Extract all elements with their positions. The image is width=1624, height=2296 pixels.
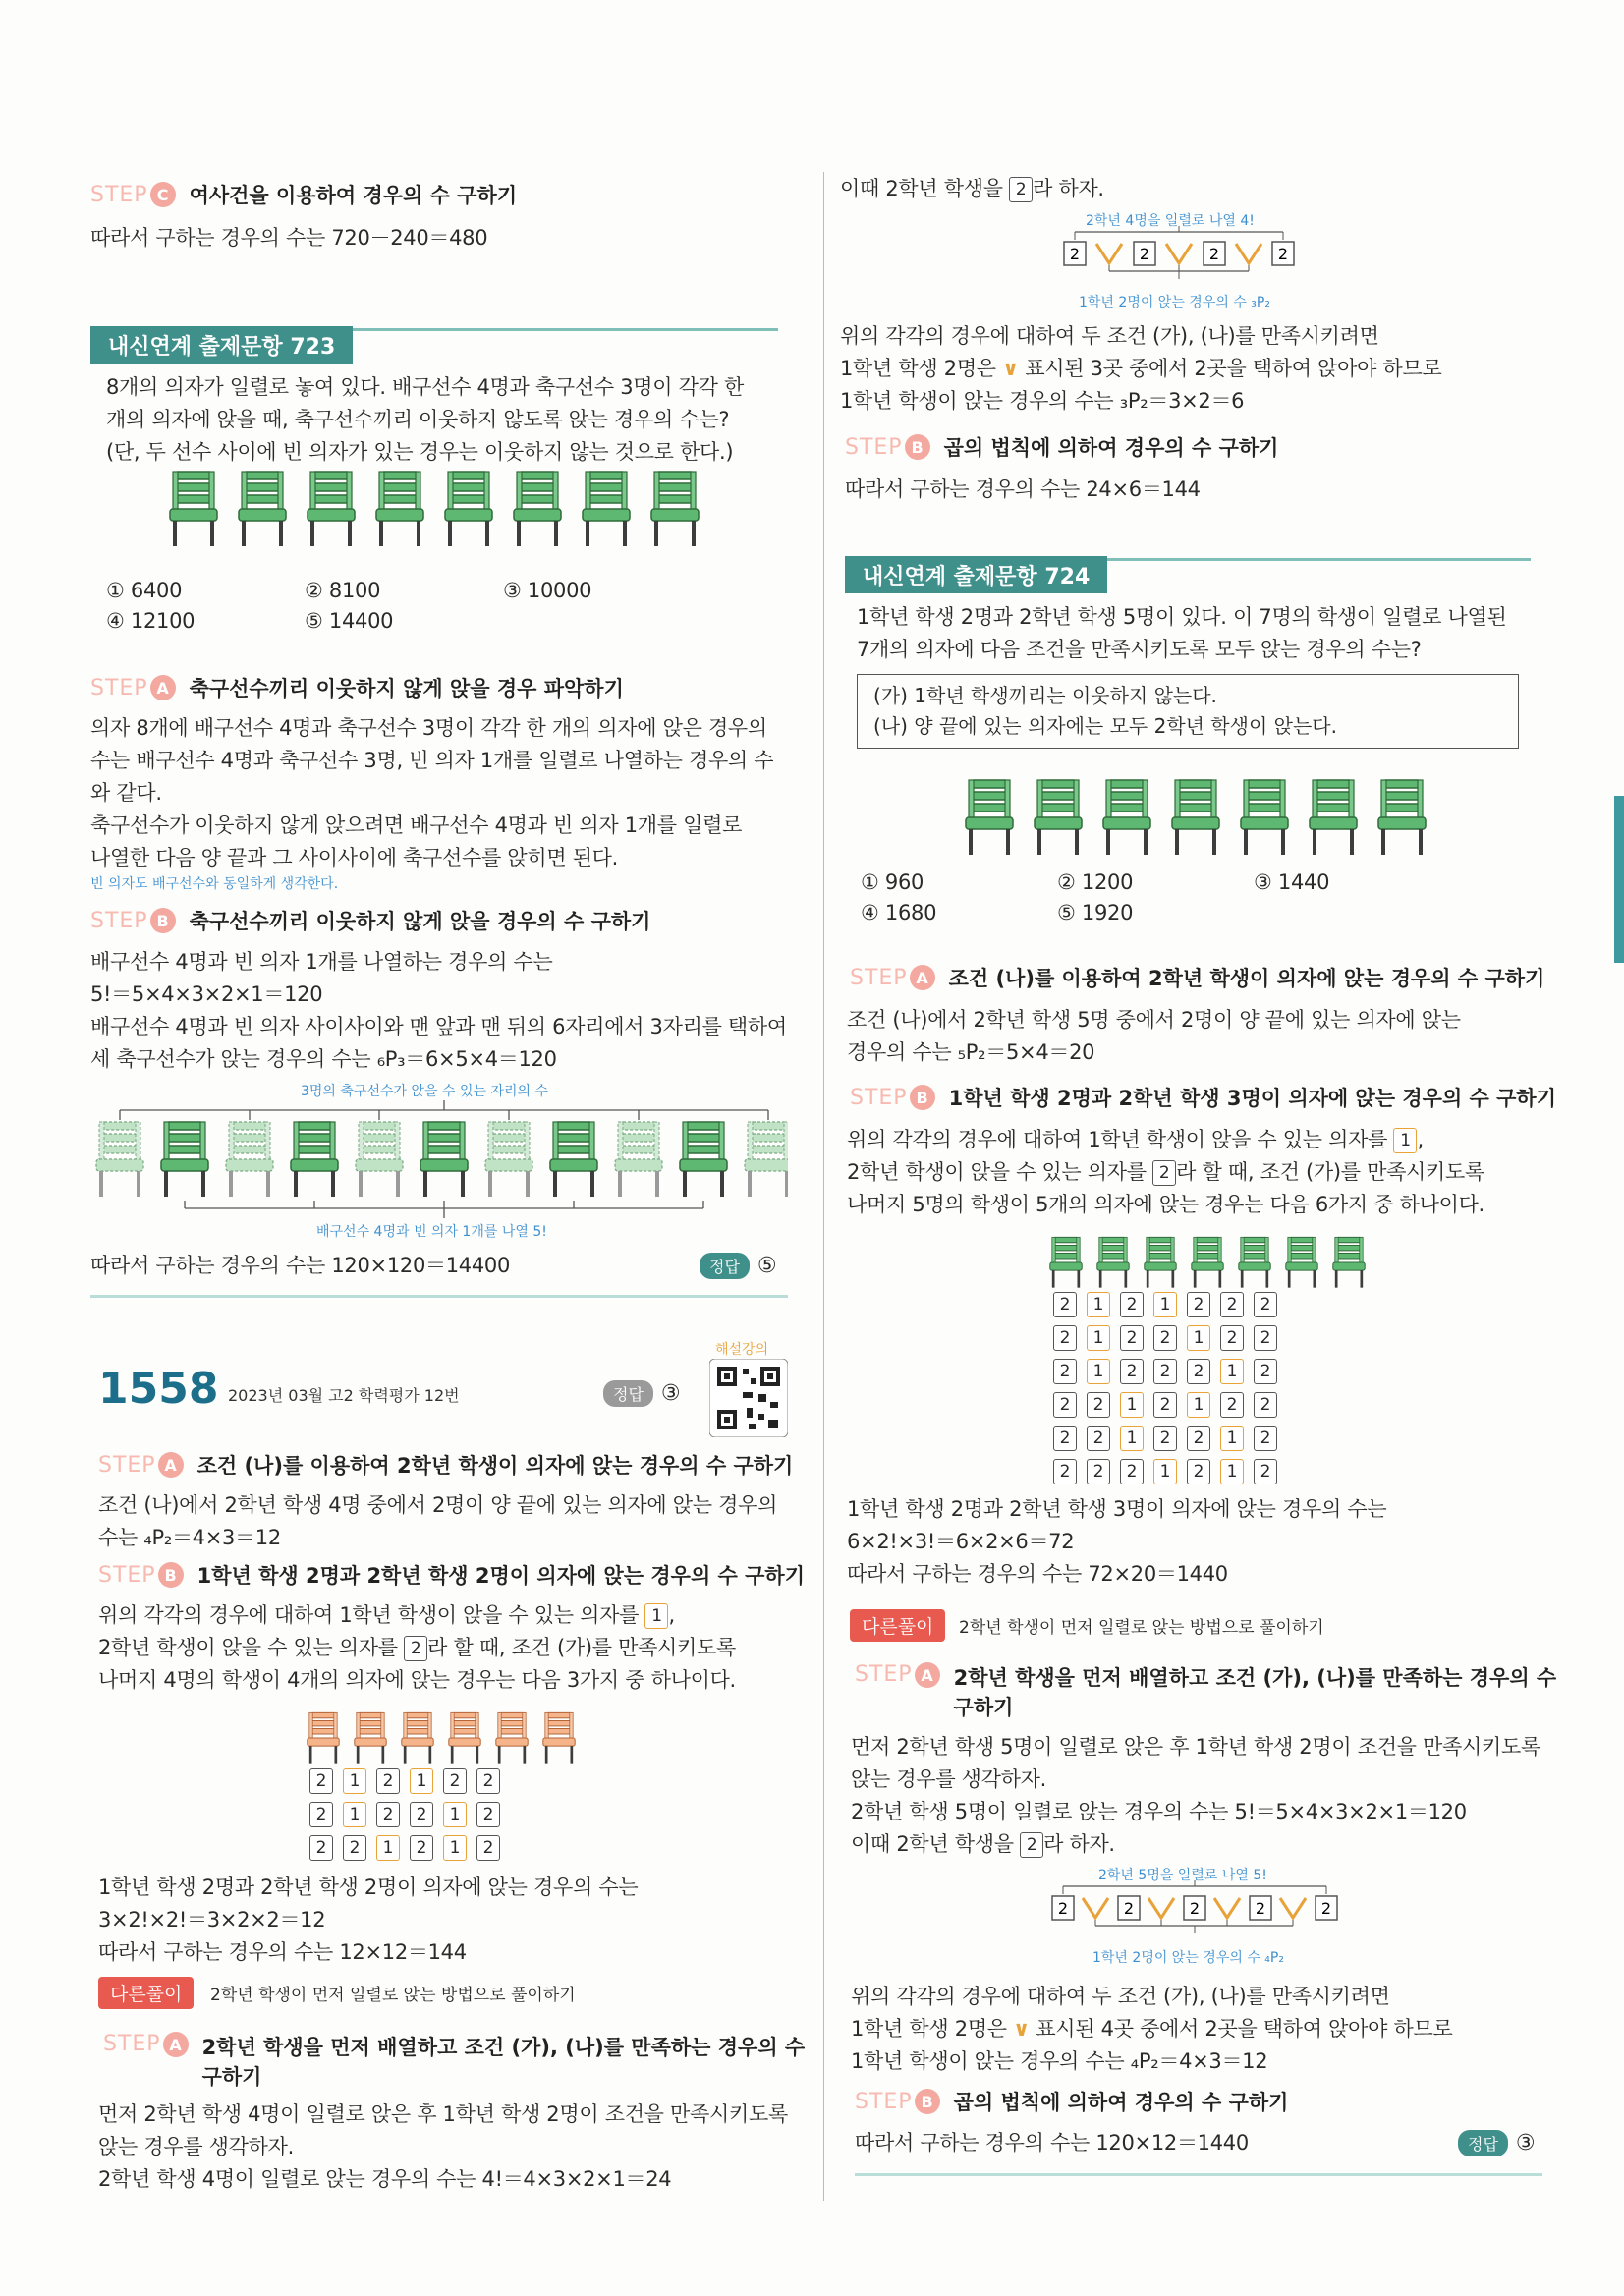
svg-text:2: 2 (1208, 245, 1220, 263)
seat-box: 1 (410, 1768, 433, 1794)
grid-row (1053, 1325, 1277, 1351)
seat-box: 1 (1087, 1292, 1110, 1317)
step-b-body: 배구선수 4명과 빈 의자 1개를 나열하는 경우의 수는 5!＝5×4×3×2×1＝120 배구선수 4명과 빈 의자 사이사이와 맨 앞과 맨 뒤의 6자리에서 3자리를 택하여 세 축구선수가 앉는 경우의 수는 ₆P₃＝6×5×4＝120 (90, 950, 787, 1071)
seat-box: 2 (343, 1835, 366, 1861)
step-a-note: 빈 의자도 배구선수와 동일하게 생각한다. (90, 876, 339, 892)
seat-box: 1 (1153, 1292, 1177, 1317)
chair-icon (582, 470, 631, 548)
chair-icon (1049, 1236, 1083, 1289)
chair-icon (1191, 1236, 1224, 1289)
chair-icon (1377, 778, 1427, 857)
choice-3: ③ 10000 (503, 579, 592, 602)
seat-box: 2 (309, 1835, 333, 1861)
seat-box: 1 (343, 1768, 366, 1794)
step-b5-text: 따라서 구하는 경우의 수는 120×12＝1440 (855, 2131, 1249, 2155)
seat-box: 2 (476, 1835, 500, 1861)
other-solution-text: 2학년 학생이 먼저 일렬로 앉는 방법으로 풀이하기 (210, 1986, 576, 2005)
seat-box: 2 (309, 1802, 333, 1827)
seat-box: 2 (1053, 1426, 1077, 1451)
step-b3-text: 따라서 구하는 경우의 수는 24×6＝144 (845, 477, 1201, 501)
choice-2: ② 1200 (1057, 870, 1134, 894)
seat-box: 1 (443, 1802, 467, 1827)
choice-4: ④ 12100 (106, 609, 196, 633)
final-answer-text: 따라서 구하는 경우의 수는 120×120＝14400 (90, 1254, 511, 1277)
step-a3-heading: STEP A 2학년 학생을 먼저 배열하고 조건 (가), (나)를 만족하는 경우의 수 구하기 (103, 2032, 806, 2089)
answer-1558: 정답 ③ (603, 1380, 681, 1407)
svg-text:2: 2 (1123, 1899, 1135, 1918)
seat-box: 2 (1087, 1392, 1110, 1418)
chair-icon (542, 1711, 576, 1764)
seat-box: 2 (376, 1768, 400, 1794)
chair-icon (1171, 778, 1220, 857)
figure-top-label: 3명의 축구선수가 앉을 수 있는 자리의 수 (301, 1084, 548, 1099)
arrangement-grid-2 (1053, 1292, 1277, 1492)
svg-text:2: 2 (1320, 1899, 1332, 1918)
seat-box: 1 (1120, 1426, 1144, 1451)
after-grid1: 1학년 학생 2명과 2학년 학생 2명이 의자에 앉는 경우의 수는 3×2!×2!＝3×2×2＝12 따라서 구하는 경우의 수는 12×12＝144 (98, 1876, 639, 1964)
right-cond-text: 위의 각각의 경우에 대하여 두 조건 (가), (나)를 만족시키려면 1학년 학생 2명은 ∨ 표시된 3곳 중에서 2곳을 택하여 앉아야 하므로 1학년 학생이 앉는 경우의 수는 ₃P₂＝3×2＝6 (840, 324, 1442, 413)
svg-text:2: 2 (1255, 1899, 1266, 1918)
seat-box: 1 (1220, 1426, 1244, 1451)
seat-box: 1 (1220, 1359, 1244, 1384)
seat-box: 2 (1053, 1392, 1077, 1418)
seat-box: 2 (1153, 1392, 1177, 1418)
chair-icon (448, 1711, 481, 1764)
seat-box: 2 (309, 1768, 333, 1794)
divider (855, 2173, 1542, 2176)
seat-box: 2 (1153, 1325, 1177, 1351)
chair-icon (650, 470, 700, 548)
grid-row (1053, 1392, 1277, 1418)
seat-box: 2 (376, 1802, 400, 1827)
seat-box: 2 (1087, 1459, 1110, 1484)
seat-box: 2 (1254, 1392, 1277, 1418)
seat-box: 1 (1087, 1325, 1110, 1351)
grid-row (309, 1768, 500, 1794)
seat-box: 2 (1220, 1325, 1244, 1351)
chair-icon (238, 470, 287, 548)
section-tag-724: 내신연계 출제문항 724 (845, 556, 1107, 593)
condition-box: (가) 1학년 학생끼리는 이웃하지 않는다. (나) 양 끝에 있는 의자에는 모두 2학년 학생이 앉는다. (857, 674, 1519, 749)
seat-box: 2 (1153, 1426, 1177, 1451)
choice-5: ⑤ 14400 (305, 609, 394, 633)
seat-box: 2 (1120, 1359, 1144, 1384)
seat-box: 2 (1053, 1359, 1077, 1384)
step-a-body: 의자 8개에 배구선수 4명과 축구선수 3명이 각각 한 개의 의자에 앉은 경우의 수는 배구선수 4명과 축구선수 3명, 빈 의자 1개를 일렬로 나열하는 경우의 수 와 같다. 축구선수가 이웃하지 않게 앉으려면 배구선수 4명과 빈 의자 1개를 일렬로 나열한 다음 양 끝과 그 사이사이에 축구선수를 앉히면 된다. (90, 716, 774, 869)
choice-5: ⑤ 1920 (1057, 901, 1134, 924)
chair-icon (375, 470, 424, 548)
v-mark-icon: ∨ (1013, 2017, 1030, 2041)
answer-724: 정답 ③ (1458, 2130, 1536, 2156)
svg-text:2: 2 (1277, 245, 1289, 263)
figure-r1-top: 2학년 4명을 일렬로 나열 4! (1086, 213, 1255, 229)
step-a2-heading: STEP A 조건 (나)를 이용하여 2학년 학생이 의자에 앉는 경우의 수 구하기 (98, 1452, 794, 1478)
seat-box: 1 (1153, 1459, 1177, 1484)
choice-3: ③ 1440 (1254, 870, 1330, 894)
step-b2-body: 위의 각각의 경우에 대하여 1학년 학생이 앉을 수 있는 의자를 1 , 2학년 학생이 앉을 수 있는 의자를 2 라 할 때, 조건 (가)를 만족시키도록 나머지 4명의 학생이 4개의 의자에 앉는 경우는 다음 3가지 중 하나이다. (98, 1603, 736, 1692)
figure-r2-top: 2학년 5명을 일렬로 나열 5! (1098, 1868, 1267, 1883)
chairs-7-row (965, 778, 1427, 857)
chair-icon (169, 470, 218, 548)
seat-box: 2 (1053, 1325, 1077, 1351)
grid-row (309, 1835, 500, 1861)
chairs-8-row (169, 470, 700, 548)
section-tag-723: 내신연계 출제문항 723 (90, 326, 353, 364)
v-mark-icon: ∨ (1002, 357, 1019, 380)
chair-arrangement-figure (90, 1098, 788, 1236)
seat-box: 2 (1254, 1325, 1277, 1351)
seat-box: 2 (1187, 1426, 1210, 1451)
choice-4: ④ 1680 (861, 901, 937, 924)
seat-box: 1 (1220, 1459, 1244, 1484)
chair-icon (1332, 1236, 1366, 1289)
chair-icon (513, 470, 562, 548)
chairs-7-small (1049, 1236, 1366, 1289)
chair-icon (495, 1711, 529, 1764)
seat-box: 1 (1187, 1392, 1210, 1418)
seat-box: 1 (1187, 1325, 1210, 1351)
right-top-line: 이때 2학년 학생을 2 라 하자. (840, 177, 1104, 200)
chair-icon (1144, 1236, 1177, 1289)
divider (90, 1295, 788, 1298)
step-b4-body: 위의 각각의 경우에 대하여 1학년 학생이 앉을 수 있는 의자를 1 , 2학년 학생이 앉을 수 있는 의자를 2 라 할 때, 조건 (가)를 만족시키도록 나머지 5명의 학생이 5개의 의자에 앉는 경우는 다음 6가지 중 하나이다. (847, 1128, 1484, 1216)
seat-box: 2 (1120, 1459, 1144, 1484)
seat-box: 2 (1087, 1426, 1110, 1451)
seat-box: 2 (1254, 1426, 1277, 1451)
page-edge-tab (1614, 796, 1624, 963)
chair-icon (354, 1711, 387, 1764)
chair-icon (1102, 778, 1151, 857)
seat-box: 1 (343, 1802, 366, 1827)
choice-1: ① 960 (861, 870, 924, 894)
svg-text:2: 2 (1057, 1899, 1069, 1918)
seat-box: 1 (376, 1835, 400, 1861)
step-a3-body: 먼저 2학년 학생 4명이 일렬로 앉은 후 1학년 학생 2명이 조건을 만족시키도록 앉는 경우를 생각하자. 2학년 학생 4명이 일렬로 앉는 경우의 수는 4!＝4×3×2×1＝24 (98, 2102, 788, 2191)
step-b-heading: STEP B 축구선수끼리 이웃하지 않게 앉을 경우의 수 구하기 (90, 908, 651, 933)
figure-r2-bottom: 1학년 2명이 앉는 경우의 수 ₄P₂ (1092, 1950, 1284, 1966)
answer-723: 정답 ⑤ (700, 1253, 777, 1279)
step-c-heading: STEP C 여사건을 이용하여 경우의 수 구하기 (90, 182, 518, 207)
qr-code-icon[interactable] (709, 1359, 788, 1437)
grid-row (1053, 1292, 1277, 1317)
step-a2-body: 조건 (나)에서 2학년 학생 4명 중에서 2명이 양 끝에 있는 의자에 앉는 경우의 수는 ₄P₂＝4×3＝12 (98, 1493, 778, 1549)
seat-box: 2 (1254, 1292, 1277, 1317)
svg-text:2: 2 (1069, 245, 1081, 263)
column-divider (823, 172, 824, 2201)
other-solution-badge: 다른풀이 (850, 1609, 945, 1642)
seat-box: 2 (1220, 1292, 1244, 1317)
seat-box: 2 (1254, 1359, 1277, 1384)
chair-icon (444, 470, 493, 548)
seat-box: 2 (1153, 1359, 1177, 1384)
problem-source: 2023년 03월 고2 학력평가 12번 (228, 1386, 460, 1405)
seat-box: 2 (1187, 1459, 1210, 1484)
seat-box: 2 (1187, 1359, 1210, 1384)
seat-box: 2 (1187, 1292, 1210, 1317)
svg-text:2: 2 (1139, 245, 1150, 263)
grid-row (1053, 1359, 1277, 1384)
step-b4-heading: STEP B 1학년 학생 2명과 2학년 학생 3명이 의자에 앉는 경우의 수 구하기 (850, 1085, 1556, 1110)
step-b2-heading: STEP B 1학년 학생 2명과 2학년 학생 2명이 의자에 앉는 경우의 수 구하기 (98, 1562, 805, 1588)
svg-text:2: 2 (1189, 1899, 1201, 1918)
seat-box: 2 (1254, 1459, 1277, 1484)
seat-box: 2 (1120, 1292, 1144, 1317)
right2-cond-text: 위의 각각의 경우에 대하여 두 조건 (가), (나)를 만족시키려면 1학년 학생 2명은 ∨ 표시된 4곳 중에서 2곳을 택하여 앉아야 하므로 1학년 학생이 앉는 경우의 수는 ₄P₂＝4×3＝12 (851, 1985, 1453, 2073)
step-a5-heading: STEP A 2학년 학생을 먼저 배열하고 조건 (가), (나)를 만족하는 경우의 수 구하기 (855, 1662, 1557, 1719)
grid-row (309, 1802, 500, 1827)
step-a4-heading: STEP A 조건 (나)를 이용하여 2학년 학생이 의자에 앉는 경우의 수 구하기 (850, 965, 1545, 990)
chair-icon (965, 778, 1014, 857)
question-text-723: 8개의 의자가 일렬로 놓여 있다. 배구선수 4명과 축구선수 3명이 각각 한 개의 의자에 앉을 때, 축구선수끼리 이웃하지 않도록 앉는 경우의 수는? (단, 두 선수 사이에 빈 의자가 있는 경우는 이웃하지 않는 것으로 한다.) (106, 375, 744, 464)
seat-box: 2 (1220, 1392, 1244, 1418)
arrangement-figure-r2 (1049, 1880, 1344, 1949)
step-a5-body: 먼저 2학년 학생 5명이 일렬로 앉은 후 1학년 학생 2명이 조건을 만족시키도록 앉는 경우를 생각하자. 2학년 학생 5명이 일렬로 앉는 경우의 수는 5!＝5×4×3×2×1＝120 이때 2학년 학생을 2 라 하자. (851, 1735, 1540, 1856)
arrangement-figure-r1 (1061, 226, 1297, 295)
grid-row (1053, 1426, 1277, 1451)
seat-box: 2 (410, 1835, 433, 1861)
question-text-724: 1학년 학생 2명과 2학년 학생 5명이 있다. 이 7명의 학생이 일렬로 나열된 7개의 의자에 다음 조건을 만족시키도록 모두 앉는 경우의 수는? (857, 605, 1507, 661)
other-solution-text: 2학년 학생이 먼저 일렬로 앉는 방법으로 풀이하기 (959, 1618, 1324, 1638)
problem-number: 1558 (98, 1364, 219, 1414)
step-a-heading: STEP A 축구선수끼리 이웃하지 않게 앉을 경우 파악하기 (90, 675, 624, 700)
seat-box: 1 (1120, 1392, 1144, 1418)
qr-label: 해설강의 (715, 1342, 769, 1358)
other-solution-badge: 다른풀이 (98, 1977, 194, 2009)
choice-2: ② 8100 (305, 579, 381, 602)
figure-r1-bottom: 1학년 2명이 앉는 경우의 수 ₃P₂ (1079, 295, 1270, 310)
step-a4-body: 조건 (나)에서 2학년 학생 5명 중에서 2명이 양 끝에 있는 의자에 앉는 경우의 수는 ₅P₂＝5×4＝20 (847, 1008, 1461, 1064)
seat-box: 2 (410, 1802, 433, 1827)
chairs-6-orange (307, 1711, 576, 1764)
arrangement-grid-1 (309, 1768, 500, 1869)
grid-row (1053, 1459, 1277, 1484)
choice-1: ① 6400 (106, 579, 183, 602)
step-b3-heading: STEP B 곱의 법칙에 의하여 경우의 수 구하기 (845, 434, 1279, 460)
chair-icon (1309, 778, 1358, 857)
chair-icon (1034, 778, 1083, 857)
after-grid2: 1학년 학생 2명과 2학년 학생 3명이 의자에 앉는 경우의 수는 6×2!×3!＝6×2×6＝72 따라서 구하는 경우의 수는 72×20＝1440 (847, 1497, 1387, 1586)
chair-icon (1285, 1236, 1318, 1289)
seat-box: 2 (443, 1768, 467, 1794)
seat-box: 2 (1120, 1325, 1144, 1351)
figure-bottom-label: 배구선수 4명과 빈 의자 1개를 나열 5! (316, 1224, 547, 1240)
chair-icon (1238, 1236, 1271, 1289)
chair-icon (1096, 1236, 1130, 1289)
seat-box: 2 (1053, 1292, 1077, 1317)
seat-box: 1 (443, 1835, 467, 1861)
step-b5-heading: STEP B 곱의 법칙에 의하여 경우의 수 구하기 (855, 2089, 1289, 2114)
chair-icon (307, 1711, 340, 1764)
seat-box: 1 (1087, 1359, 1110, 1384)
chair-icon (1240, 778, 1289, 857)
seat-box: 2 (476, 1768, 500, 1794)
seat-box: 2 (1053, 1459, 1077, 1484)
seat-box: 2 (476, 1802, 500, 1827)
step-c-text: 따라서 구하는 경우의 수는 720－240＝480 (90, 226, 488, 250)
chair-icon (401, 1711, 434, 1764)
chair-icon (307, 470, 356, 548)
